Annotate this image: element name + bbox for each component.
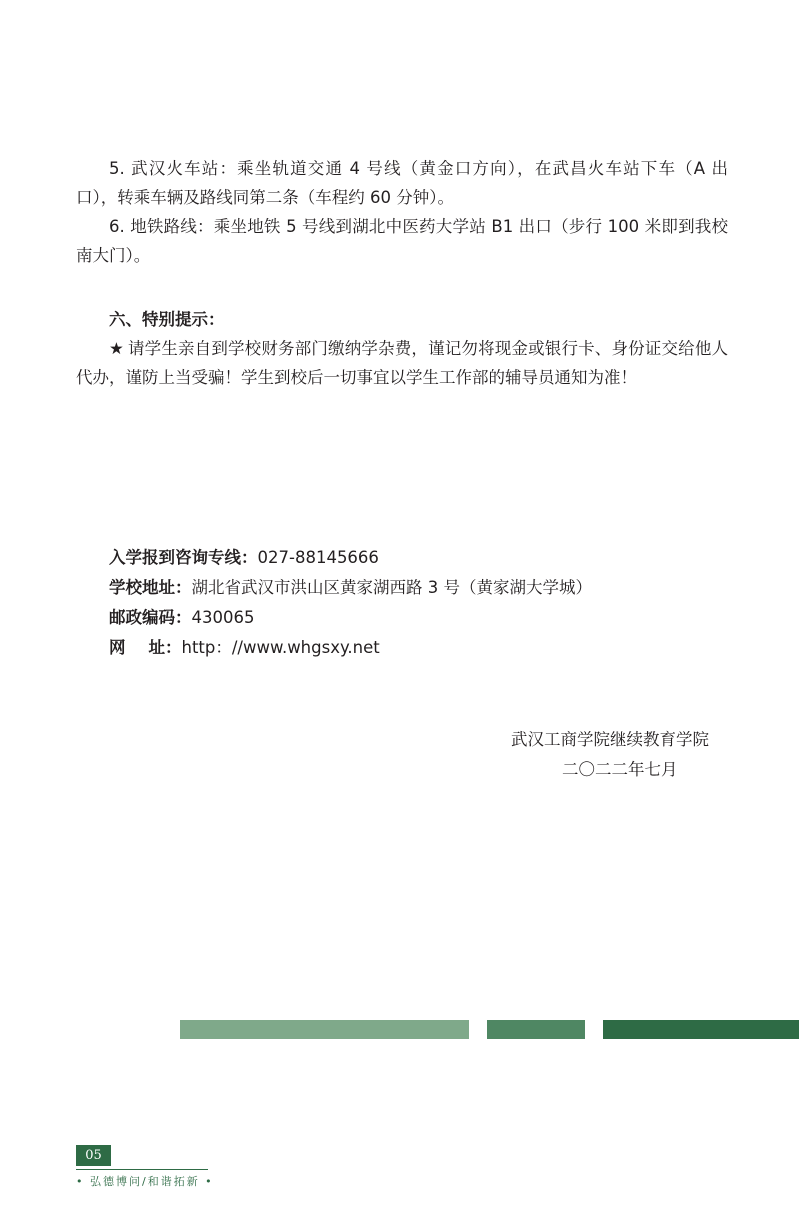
signature-date: 二〇二二年七月 (562, 760, 678, 779)
hotline-value: 027-88145666 (257, 548, 379, 567)
special-notice-text: 请学生亲自到学校财务部门缴纳学杂费，谨记勿将现金或银行卡、身份证交给他人代办，谨防上当受骗！学生到校后一切事宜以学生工作部的辅导员通知为准！ (76, 339, 728, 387)
contact-postcode (109, 603, 255, 632)
address-label: 学校地址： (109, 578, 192, 597)
page-number: 05 (76, 1145, 111, 1166)
contact-website (109, 633, 380, 662)
signature-org: 武汉工商学院继续教育学院 (511, 730, 709, 749)
contact-hotline (109, 543, 379, 572)
address-value: 湖北省武汉市洪山区黄家湖西路 3 号（黄家湖大学城） (191, 578, 592, 597)
footer-motto: • 弘德博问/和谐拓新 • (76, 1175, 214, 1188)
special-notice-heading: 六、特别提示： (109, 310, 225, 329)
route-item-6: 6. 地铁路线：乘坐地铁 5 号线到湖北中医药大学站 B1 出口（步行 100 米即到我校南大门）。 (76, 217, 728, 265)
contact-address (109, 573, 592, 602)
decor-bar-light (180, 1020, 469, 1039)
website-link[interactable]: http：//www.whgsxy.net (181, 638, 380, 657)
postcode-value: 430065 (191, 608, 255, 627)
footer-divider (76, 1169, 208, 1170)
star-icon: ★ (109, 339, 124, 358)
route-item-5: 5. 武汉火车站：乘坐轨道交通 4 号线（黄金口方向），在武昌火车站下车（A 出口），转乘车辆及路线同第二条（车程约 60 分钟）。 (76, 159, 728, 207)
website-label: 网 址： (109, 638, 182, 657)
postcode-label: 邮政编码： (109, 608, 192, 627)
decor-bar-medium (487, 1020, 585, 1039)
decor-bar-dark (603, 1020, 799, 1039)
special-notice-paragraph (76, 334, 728, 392)
hotline-label: 入学报到咨询专线： (109, 548, 258, 567)
